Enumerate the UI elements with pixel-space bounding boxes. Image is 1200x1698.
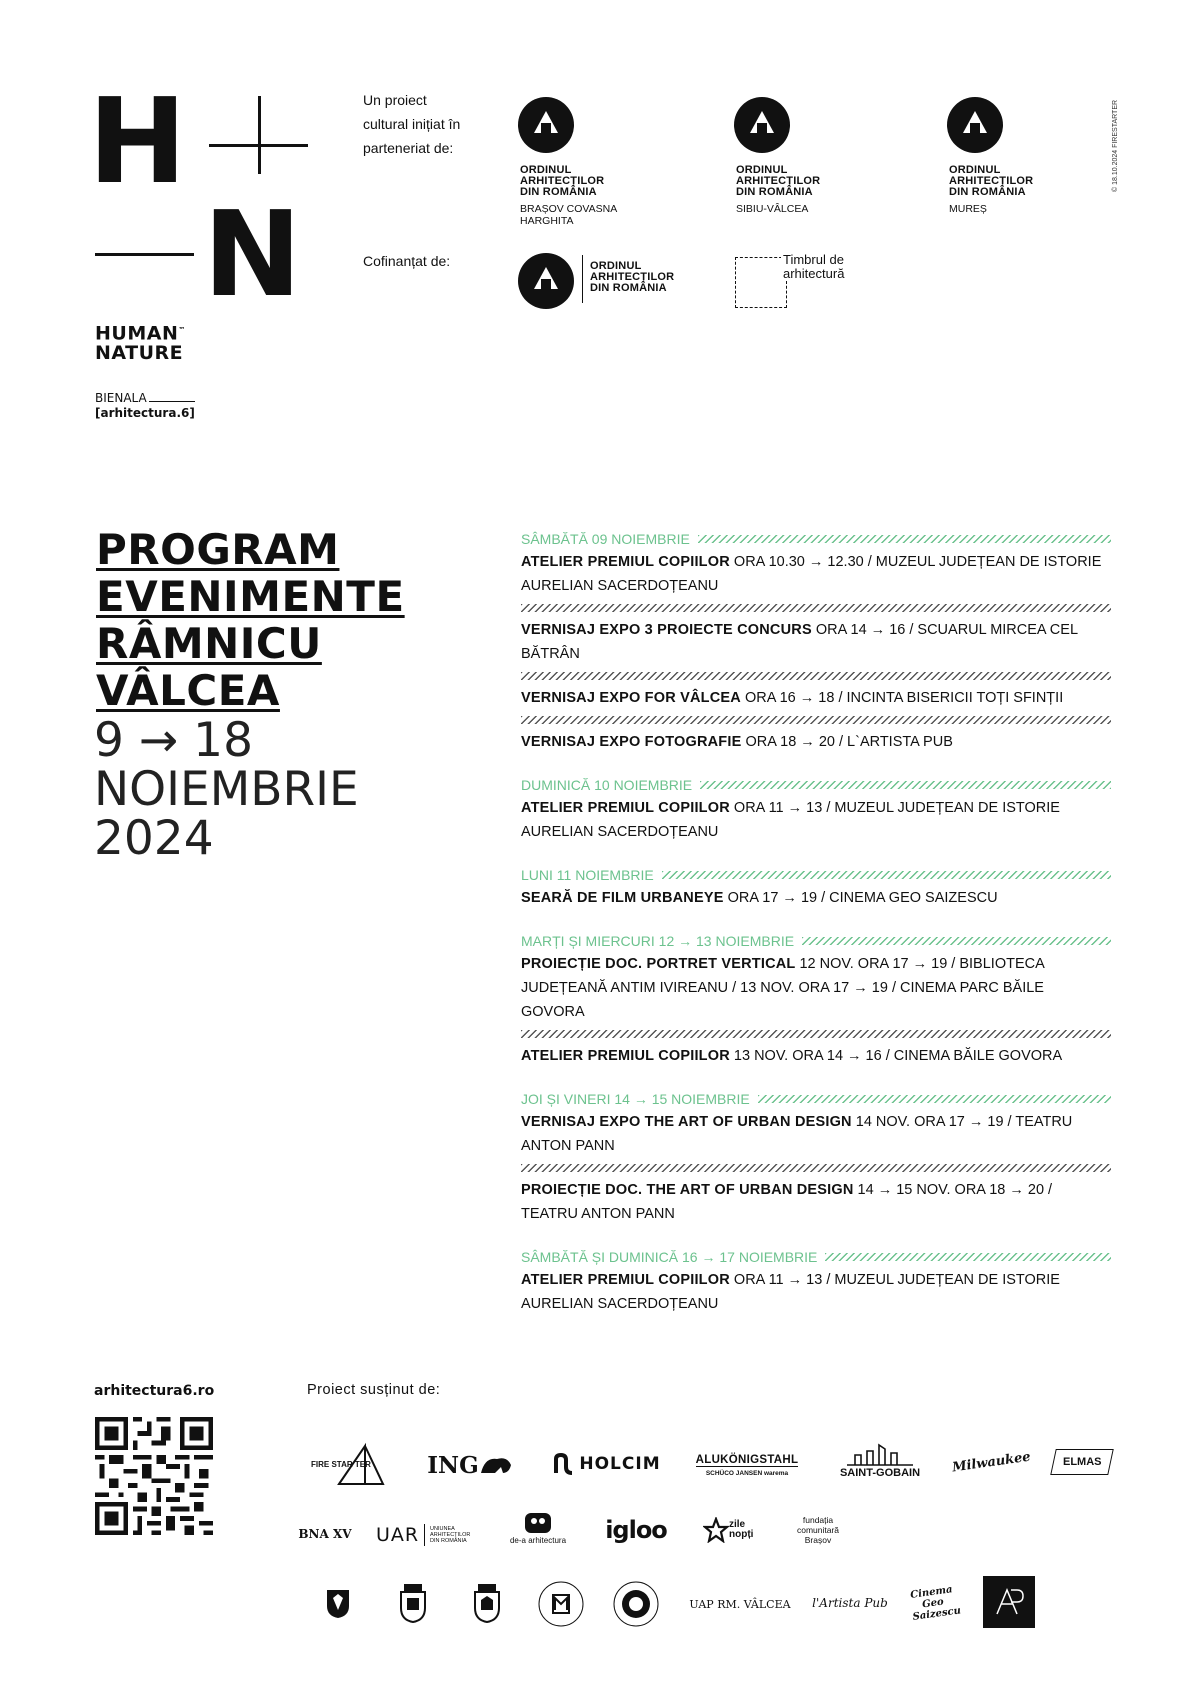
event-item: PROIECȚIE DOC. THE ART OF URBAN DESIGN 14 → 15 NOV. ORA 18 → 20 / TEATRU ANTON PANN (521, 1182, 1053, 1222)
lion-icon (479, 1453, 513, 1477)
event-item: ATELIER PREMIUL COPIILOR ORA 11 → 13 / MUZEUL JUDEȚEAN DE ISTORIE AURELIAN SACERDOȚEANU (521, 800, 1060, 840)
sponsor-holcim-logo: HOLCIM (553, 1448, 661, 1480)
sponsor-saint-gobain-logo: SAINT-GOBAIN (832, 1434, 928, 1488)
oar-logo-icon (947, 97, 1003, 153)
day-block (521, 1088, 1111, 1226)
partnership-intro: Un proiect cultural inițiat în parteneriat de: (363, 92, 461, 156)
program-title: PROGRAM EVENIMENTE RÂMNICU VÂLCEA (96, 525, 405, 715)
seal-icon (612, 1580, 660, 1628)
day-label: MARȚI ȘI MIERCURI 12 → 13 NOIEMBRIE (521, 933, 795, 949)
logo-letter-h: H (88, 72, 187, 210)
oar-logo-icon (518, 97, 574, 153)
event-item: VERNISAJ EXPO THE ART OF URBAN DESIGN 14 NOV. ORA 17 → 19 / TEATRU ANTON PANN (521, 1114, 1073, 1154)
program-dates: 9 → 18 NOIEMBRIE 2024 (94, 713, 359, 866)
sponsor-firestarter-logo: FIRE STAR TER (305, 1440, 393, 1488)
coat-of-arms-icon (472, 1582, 502, 1624)
saint-gobain-building-icon (845, 1443, 915, 1467)
event-item: ATELIER PREMIUL COPIILOR ORA 11 → 13 / MUZEUL JUDEȚEAN DE ISTORIE AURELIAN SACERDOȚEANU (521, 1272, 1060, 1312)
hatch-divider (521, 1164, 1111, 1172)
support-label: Proiect susținut de: (307, 1382, 441, 1398)
event-item: ATELIER PREMIUL COPIILOR 13 NOV. ORA 14 → 16 / CINEMA BĂILE GOVORA (521, 1048, 1063, 1064)
sponsor-fundatia-comunitara-logo: fundația comunitară Brașov (796, 1515, 840, 1545)
event-item: PROIECȚIE DOC. PORTRET VERTICAL 12 NOV. ORA 17 → 19 / BIBLIOTECA JUDEȚEANĂ ANTIM IVIREANU / 13 NOV. ORA 17 → 19 / CINEMA PARC BĂILE GOVORA (521, 956, 1044, 1020)
hatch-divider (521, 1030, 1111, 1038)
day-label: LUNI 11 NOIEMBRIE (521, 867, 654, 883)
eyes-icon (524, 1512, 552, 1534)
hatch-divider (521, 716, 1111, 724)
seal-icon (537, 1580, 585, 1628)
logo-minus (95, 253, 194, 256)
ap-monogram-icon (993, 1586, 1025, 1618)
hatch-divider (802, 937, 1111, 945)
oar-logo-icon (734, 97, 790, 153)
sponsor-muzeu-seal (535, 1578, 587, 1630)
firestarter-triangle-icon (335, 1442, 387, 1486)
day-block (521, 774, 1111, 844)
brand-name: HUMAN™ NATURE (95, 322, 186, 365)
hatch-divider (758, 1095, 1111, 1103)
hatch-divider (698, 535, 1111, 543)
star-icon (703, 1517, 729, 1543)
event-item: VERNISAJ EXPO 3 PROIECTE CONCURS ORA 14 → 16 / SCUARUL MIRCEA CEL BĂTRÂN (521, 622, 1078, 662)
website-link[interactable]: arhitectura6.ro (94, 1383, 215, 1399)
day-label: SÂMBĂTĂ ȘI DUMINICĂ 16 → 17 NOIEMBRIE (521, 1249, 818, 1265)
copyright-credit: © 18.10.2024 FIRESTARTER (1112, 99, 1119, 192)
oar-region: BRAȘOV COVASNA HARGHITA (520, 203, 618, 227)
day-block (521, 528, 1111, 754)
hatch-divider (521, 604, 1111, 612)
sponsor-cinema-geo-saizescu-logo: Cinema Geo Saizescu (909, 1583, 962, 1623)
cofinantat-label: Cofinanțat de: (363, 253, 451, 269)
oar-name: ORDINUL ARHITECȚILOR DIN ROMÂNIA (736, 164, 821, 198)
oar-region: SIBIU-VÂLCEA (736, 203, 809, 215)
day-block (521, 864, 1111, 910)
hatch-divider (662, 871, 1111, 879)
sponsor-igloo-logo: igloo (605, 1516, 667, 1544)
sponsor-biblioteca-seal (610, 1578, 662, 1630)
hatch-divider (825, 1253, 1111, 1261)
sponsor-municipiul-crest (384, 1578, 442, 1628)
oar-name: ORDINUL ARHITECȚILOR DIN ROMÂNIA (520, 164, 605, 198)
oar-logo-icon (518, 253, 574, 309)
sponsor-baile-govora-crest (458, 1578, 516, 1628)
day-block (521, 930, 1111, 1068)
day-label: DUMINICĂ 10 NOIEMBRIE (521, 777, 693, 793)
sponsor-milwaukee-logo: Milwaukee (950, 1449, 1032, 1475)
oar-region: MUREȘ (949, 203, 987, 215)
hatch-divider (521, 672, 1111, 680)
timbrul-dashed-frame (735, 257, 787, 308)
sponsor-artista-pub-logo: l'Artista Pub (812, 1596, 888, 1610)
sponsor-ing-logo: ING (419, 1448, 521, 1482)
sponsor-uar-logo: UAR UNIUNEA ARHITECȚILOR DIN ROMÂNIA (375, 1524, 471, 1546)
sponsor-zile-nopti-logo: zile nopți (698, 1510, 764, 1550)
coat-of-arms-icon (325, 1588, 351, 1620)
event-item: ATELIER PREMIUL COPIILOR ORA 10.30 → 12.30 / MUZEUL JUDEȚEAN DE ISTORIE AURELIAN SACERDOȚEANU (521, 554, 1102, 594)
holcim-mark-icon (553, 1453, 575, 1475)
event-item: VERNISAJ EXPO FOR VÂLCEA ORA 16 → 18 / INCINTA BISERICII TOȚI SFINȚII (521, 690, 1064, 706)
divider (582, 255, 583, 303)
day-label: JOI ȘI VINERI 14 → 15 NOIEMBRIE (521, 1091, 750, 1107)
sponsor-alukonigstahl-logo: ALUKÖNIGSTAHL SCHÜCO JANSEN warema (695, 1453, 799, 1477)
event-item: SEARĂ DE FILM URBANEYE ORA 17 → 19 / CINEMA GEO SAIZESCU (521, 890, 998, 906)
oar-name: ORDINUL ARHITECȚILOR DIN ROMÂNIA (590, 260, 675, 294)
bienala-label: BIENALA [arhitectura.6] (95, 391, 195, 420)
hatch-divider (700, 781, 1111, 789)
sponsor-uap-logo: UAP RM. VÂLCEA (689, 1597, 791, 1611)
logo-plus-vertical (258, 96, 261, 174)
coat-of-arms-icon (398, 1582, 428, 1624)
day-label: SÂMBĂTĂ 09 NOIEMBRIE (521, 531, 690, 547)
event-schedule (521, 528, 1111, 1336)
sponsor-ap-logo (983, 1576, 1035, 1628)
sponsor-elmas-logo: ELMAS (1050, 1442, 1114, 1482)
sponsor-de-a-arhitectura-logo: de-a arhitectura (502, 1502, 574, 1554)
sponsor-bna-logo: BNA XV (298, 1527, 352, 1541)
logo-letter-n: N (203, 185, 302, 323)
event-item: VERNISAJ EXPO FOTOGRAFIE ORA 18 → 20 / L`ARTISTA PUB (521, 734, 953, 750)
qr-code[interactable] (95, 1417, 213, 1535)
sponsor-judet-valcea-crest (310, 1582, 366, 1626)
day-block (521, 1246, 1111, 1316)
oar-name: ORDINUL ARHITECȚILOR DIN ROMÂNIA (949, 164, 1034, 198)
